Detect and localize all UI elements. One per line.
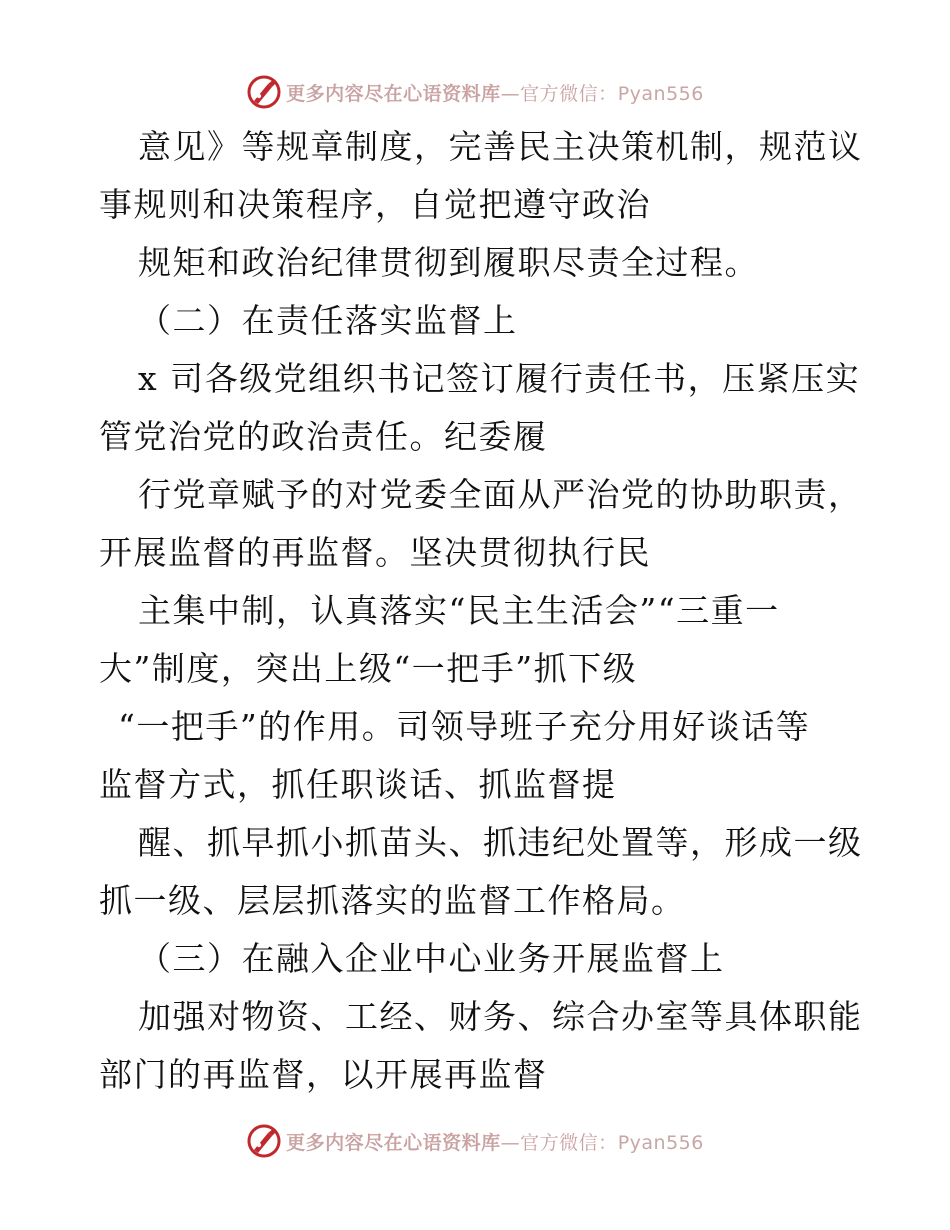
text-line: 部门的再监督，以开展再监督: [99, 1055, 548, 1094]
section-heading: （二）在责任落实监督上: [138, 301, 518, 340]
text-line: 规矩和政治纪律贯彻到履职尽责全过程。: [138, 243, 759, 282]
text-line: “一把手”的作用。司领导班子充分用好谈话等: [118, 707, 811, 746]
section-heading: （三）在融入企业中心业务开展监督上: [138, 939, 725, 978]
text-line: 意见》等规章制度，完善民主决策机制，规范议: [138, 127, 863, 166]
banner-wechat-label: 官方微信：: [520, 1131, 618, 1154]
banner-wechat-id: Pyan556: [617, 1131, 704, 1154]
text-line: 加强对物资、工经、财务、综合办室等具体职能: [138, 997, 863, 1036]
text-line: 抓一级、层层抓落实的监督工作格局。: [99, 881, 686, 920]
banner-site-name: 更多内容尽在心语资料库: [286, 1131, 501, 1154]
text-line: 行党章赋予的对党委全面从严治党的协助职责，: [138, 475, 863, 514]
banner-dash: —: [500, 1131, 521, 1154]
footer-banner: [0, 1121, 950, 1161]
text-line: 主集中制，认真落实“民主生活会”“三重一: [138, 591, 780, 630]
text-line: 大”制度，突出上级“一把手”抓下级: [99, 649, 638, 688]
banner-dash: —: [500, 82, 521, 105]
banner-site-name: 更多内容尽在心语资料库: [286, 82, 501, 105]
banner-text: [286, 79, 704, 106]
header-banner: [0, 72, 950, 112]
text-line: 管党治党的政治责任。纪委履: [99, 417, 548, 456]
text-line: 事规则和决策程序，自觉把遵守政治: [99, 185, 651, 224]
text-line: 醒、抓早抓小抓苗头、抓违纪处置等，形成一级: [138, 823, 863, 862]
pen-logo-icon: [246, 74, 282, 110]
text-line: 监督方式，抓任职谈话、抓监督提: [99, 765, 617, 804]
text-line: 开展监督的再监督。坚决贯彻执行民: [99, 533, 651, 572]
text-line: x 司各级党组织书记签订履行责任书，压紧压实: [138, 359, 861, 398]
banner-wechat-id: Pyan556: [617, 82, 704, 105]
pen-logo-icon: [246, 1123, 282, 1159]
banner-wechat-label: 官方微信：: [520, 82, 618, 105]
banner-text: [286, 1128, 704, 1155]
